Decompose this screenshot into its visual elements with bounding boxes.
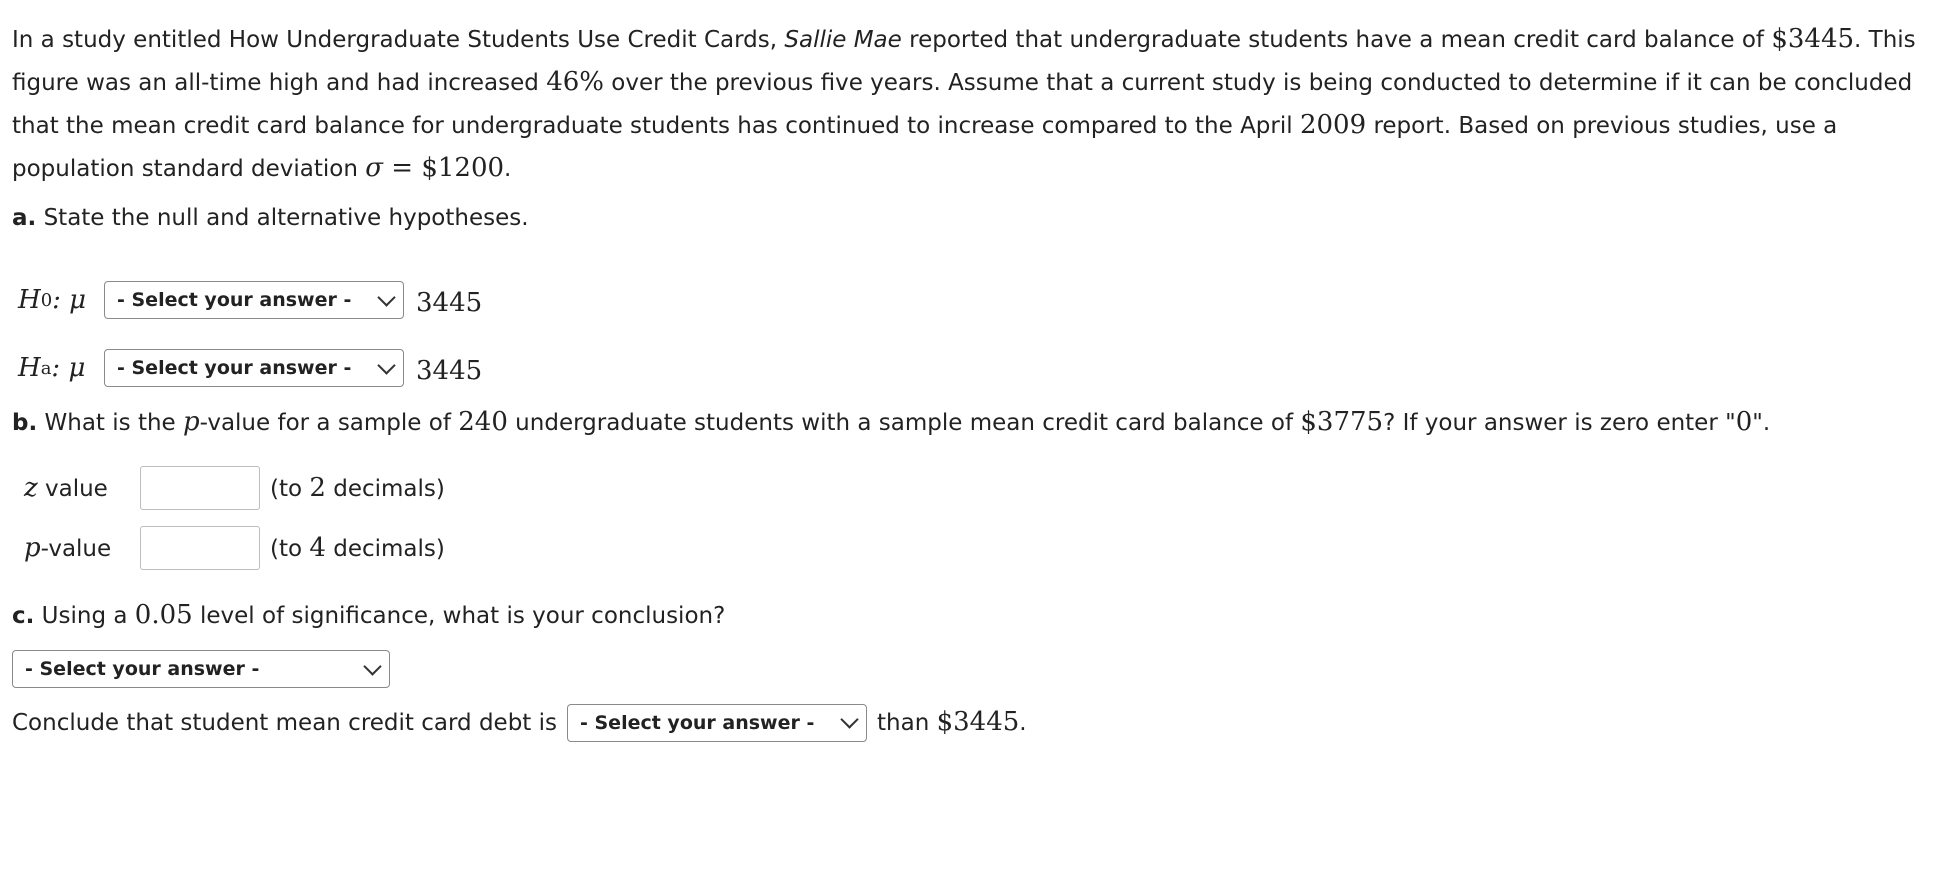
part-c-text-2: level of significance, what is your conclusion? xyxy=(192,603,726,629)
chevron-down-icon xyxy=(363,657,381,675)
intro-text-5: report. Based on previous studies, use a population standard deviation xyxy=(12,113,1838,182)
z-label-text: value xyxy=(37,476,108,502)
conclusion-text-pre: Conclude that student mean credit card debt is xyxy=(12,709,557,736)
z-symbol: z xyxy=(24,473,38,503)
p-label-text: -value xyxy=(40,536,112,562)
sigma-value: $1200 xyxy=(421,153,505,183)
z-hint-post: decimals) xyxy=(325,476,445,502)
conclusion-text-post xyxy=(877,702,1027,743)
p-hint-pre: (to xyxy=(270,536,310,562)
part-c-label: c. xyxy=(12,603,35,629)
intro-text-1: In a study entitled How Undergraduate Students Use Credit Cards, xyxy=(12,27,785,53)
p-hint-post: decimals) xyxy=(325,536,445,562)
part-a-prompt xyxy=(12,202,1947,234)
intro-end: . xyxy=(504,156,512,182)
conclusion-select-label: - Select your answer - xyxy=(25,658,260,680)
z-value-hint xyxy=(270,473,445,503)
h0-subscript: 0 xyxy=(40,289,53,311)
source-name: Sallie Mae xyxy=(784,27,902,53)
chevron-down-icon xyxy=(840,710,858,728)
sample-mean: $3775 xyxy=(1300,407,1384,437)
p-hint-num: 4 xyxy=(309,533,326,563)
significance-level: 0.05 xyxy=(134,600,193,630)
z-value-label xyxy=(24,473,140,503)
alt-hypothesis-row xyxy=(18,346,1947,390)
debt-comparison-select[interactable] xyxy=(567,704,867,742)
mean-balance: $3445 xyxy=(1771,24,1855,54)
ha-subscript: a xyxy=(40,357,52,379)
part-b-text-4: ? If your answer is zero enter " xyxy=(1383,410,1736,436)
ha-letter: H xyxy=(18,353,41,383)
p-symbol: p xyxy=(183,407,200,437)
sample-size: 240 xyxy=(458,407,508,437)
p-value-hint xyxy=(270,533,445,563)
h0-select-label: - Select your answer - xyxy=(117,289,352,311)
increase-percent: 46% xyxy=(546,67,604,97)
z-hint-num: 2 xyxy=(309,473,326,503)
p-value-row xyxy=(24,525,1947,571)
z-value-input[interactable] xyxy=(140,466,260,510)
h0-letter: H xyxy=(18,285,41,315)
part-b-text-2: -value for a sample of xyxy=(199,410,459,436)
part-a-text: State the null and alternative hypotheses. xyxy=(36,205,529,231)
problem-statement xyxy=(12,18,1947,190)
intro-text-2: reported that undergraduate students have a mean credit card balance of xyxy=(901,27,1772,53)
h0-operator-select[interactable] xyxy=(104,281,404,319)
z-value-row xyxy=(24,465,1947,511)
conclusion-sentence xyxy=(12,702,1947,743)
z-hint-pre: (to xyxy=(270,476,310,502)
conclusion-than: than xyxy=(877,710,937,736)
intro-text-4: over the previous five years. Assume that a current study is being conducted to determine if it can be concluded that the mean credit card balance for undergraduate students has continued to increase compared to the April xyxy=(12,70,1913,139)
zero-value: 0 xyxy=(1735,407,1753,437)
part-b-prompt xyxy=(12,406,1947,439)
intro-text-3: . This figure was an all-time high and had increased xyxy=(12,27,1916,96)
h0-value: 3445 xyxy=(416,288,483,318)
conclusion-select-row xyxy=(12,650,1947,688)
chevron-down-icon xyxy=(377,288,395,306)
report-year: 2009 xyxy=(1299,110,1367,140)
ha-mu: : μ xyxy=(51,353,86,383)
null-hypothesis-symbol xyxy=(18,285,104,315)
ha-operator-select[interactable] xyxy=(104,349,404,387)
equals-sign: = xyxy=(383,153,422,183)
ha-value: 3445 xyxy=(416,356,483,386)
p-value-label xyxy=(24,533,140,563)
part-c-text-1: Using a xyxy=(34,603,135,629)
conclusion-value: $3445 xyxy=(936,707,1020,737)
part-a-label: a. xyxy=(12,205,37,231)
part-b-text-1: What is the xyxy=(37,410,183,436)
part-c-prompt xyxy=(12,599,1947,632)
alt-hypothesis-symbol xyxy=(18,353,104,383)
p-symbol-row: p xyxy=(24,533,41,563)
null-hypothesis-row xyxy=(18,278,1947,322)
ha-select-label: - Select your answer - xyxy=(117,357,352,379)
p-value-input[interactable] xyxy=(140,526,260,570)
part-b-text-5: ". xyxy=(1752,410,1771,436)
conclusion-select[interactable] xyxy=(12,650,390,688)
chevron-down-icon xyxy=(377,356,395,374)
h0-mu: : μ xyxy=(52,285,87,315)
part-b-text-3: undergraduate students with a sample mean credit card balance of xyxy=(507,410,1301,436)
sigma-symbol: σ xyxy=(365,153,383,183)
part-b-label: b. xyxy=(12,410,38,436)
conclusion-end: . xyxy=(1019,710,1027,736)
debt-comparison-select-label: - Select your answer - xyxy=(580,711,815,734)
